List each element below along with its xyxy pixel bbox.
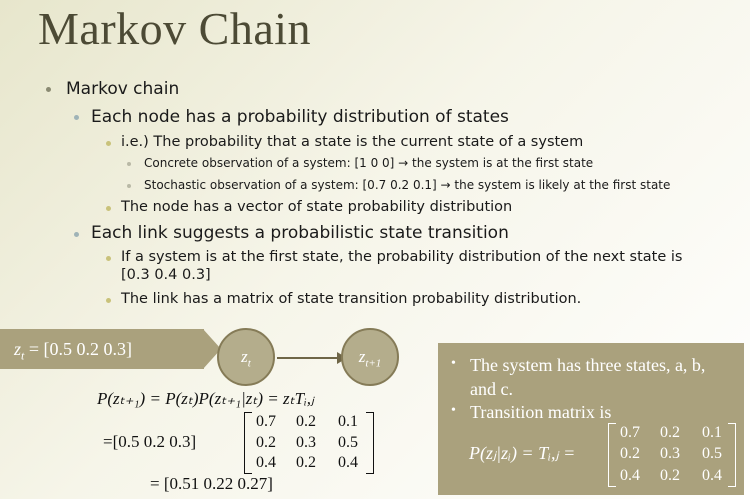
matrix-cell: 0.4 bbox=[338, 454, 358, 472]
panel-text-states-2: and c. bbox=[470, 379, 513, 399]
bullet-dot bbox=[106, 206, 111, 211]
transition-arrow bbox=[277, 357, 340, 359]
bullet-ie: i.e.) The probability that a state is the current state of a system bbox=[121, 134, 584, 150]
bullet-dot bbox=[127, 162, 131, 166]
matrix-cell: 0.5 bbox=[702, 445, 722, 463]
node-zt1-label: z bbox=[358, 347, 366, 366]
bullet-link: Each link suggests a probabilistic state transition bbox=[91, 223, 509, 243]
equation-line2-prefix: =[0.5 0.2 0.3] bbox=[103, 432, 197, 451]
matrix-cell: 0.2 bbox=[660, 466, 680, 484]
matrix-cell: 0.3 bbox=[296, 433, 316, 451]
matrix-cell: 0.2 bbox=[256, 433, 276, 451]
bullet-dot bbox=[106, 298, 111, 303]
bullet-dot bbox=[74, 115, 79, 120]
bullet-node-dist: Each node has a probability distribution of states bbox=[91, 107, 509, 127]
equation-result: = [0.51 0.22 0.27] bbox=[150, 474, 273, 493]
bullet-node-vector: The node has a vector of state probability distribution bbox=[121, 199, 513, 215]
bullet-dot bbox=[106, 256, 111, 261]
matrix-cell: 0.7 bbox=[256, 413, 276, 430]
info-panel bbox=[438, 343, 744, 495]
panel-text-states-1: The system has three states, a, b, bbox=[470, 355, 706, 375]
bullet-concrete: Concrete observation of a system: [1 0 0] → the system is at the first state bbox=[144, 156, 594, 170]
matrix-cell: 0.2 bbox=[296, 454, 316, 472]
bullet-if-line2: [0.3 0.4 0.3] bbox=[121, 267, 211, 283]
state-vector-box bbox=[0, 329, 204, 369]
matrix-cell: 0.2 bbox=[620, 445, 640, 463]
bullet-stochastic: Stochastic observation of a system: [0.7 0.2 0.1] → the system is likely at the first state bbox=[144, 178, 671, 192]
bullet-dot bbox=[127, 184, 131, 188]
matrix-cell: 0.7 bbox=[620, 424, 640, 441]
matrix-cell: 0.5 bbox=[338, 433, 358, 451]
zt-subscript: t bbox=[21, 348, 25, 363]
bullet-if-line1: If a system is at the first state, the probability distribution of the next state is bbox=[121, 249, 683, 265]
panel-text-transition: Transition matrix is bbox=[470, 402, 612, 422]
bullet-link-matrix: The link has a matrix of state transition probability distribution. bbox=[121, 291, 582, 307]
matrix-cell: 0.1 bbox=[338, 413, 358, 430]
matrix-cell: 0.3 bbox=[660, 445, 680, 463]
bullet-dot bbox=[106, 141, 111, 146]
node-zt-sub: t bbox=[247, 357, 251, 370]
zt-symbol: z bbox=[14, 339, 22, 359]
matrix-cell: 0.4 bbox=[256, 454, 276, 472]
transition-matrix-left bbox=[244, 412, 374, 474]
panel-matrix-lhs: P(zⱼ|zᵢ) = Tᵢ,ⱼ = bbox=[469, 443, 576, 463]
matrix-cell: 0.1 bbox=[702, 424, 722, 441]
node-zt1-sub: t+1 bbox=[365, 357, 382, 370]
node-zt bbox=[217, 328, 275, 386]
slide-title: Markov Chain bbox=[38, 3, 312, 54]
matrix-cell: 0.2 bbox=[660, 424, 680, 441]
bullet-dot bbox=[74, 232, 79, 237]
panel-bullet-dot: • bbox=[451, 356, 456, 371]
matrix-cell: 0.4 bbox=[620, 466, 640, 484]
matrix-cell: 0.4 bbox=[702, 466, 722, 484]
node-zt-label: z bbox=[241, 347, 248, 366]
panel-bullet-dot: • bbox=[451, 403, 456, 418]
zt-vector: = [0.5 0.2 0.3] bbox=[24, 339, 132, 359]
matrix-cell: 0.2 bbox=[296, 413, 316, 430]
equation-line1: P(zₜ₊₁) = P(zₜ)P(zₜ₊₁|zₜ) = zₜTᵢ,ⱼ bbox=[97, 389, 315, 408]
bullet-markov-chain: Markov chain bbox=[66, 79, 180, 99]
bullet-dot bbox=[46, 87, 51, 92]
node-zt1 bbox=[341, 328, 399, 386]
transition-matrix-panel bbox=[608, 423, 736, 487]
